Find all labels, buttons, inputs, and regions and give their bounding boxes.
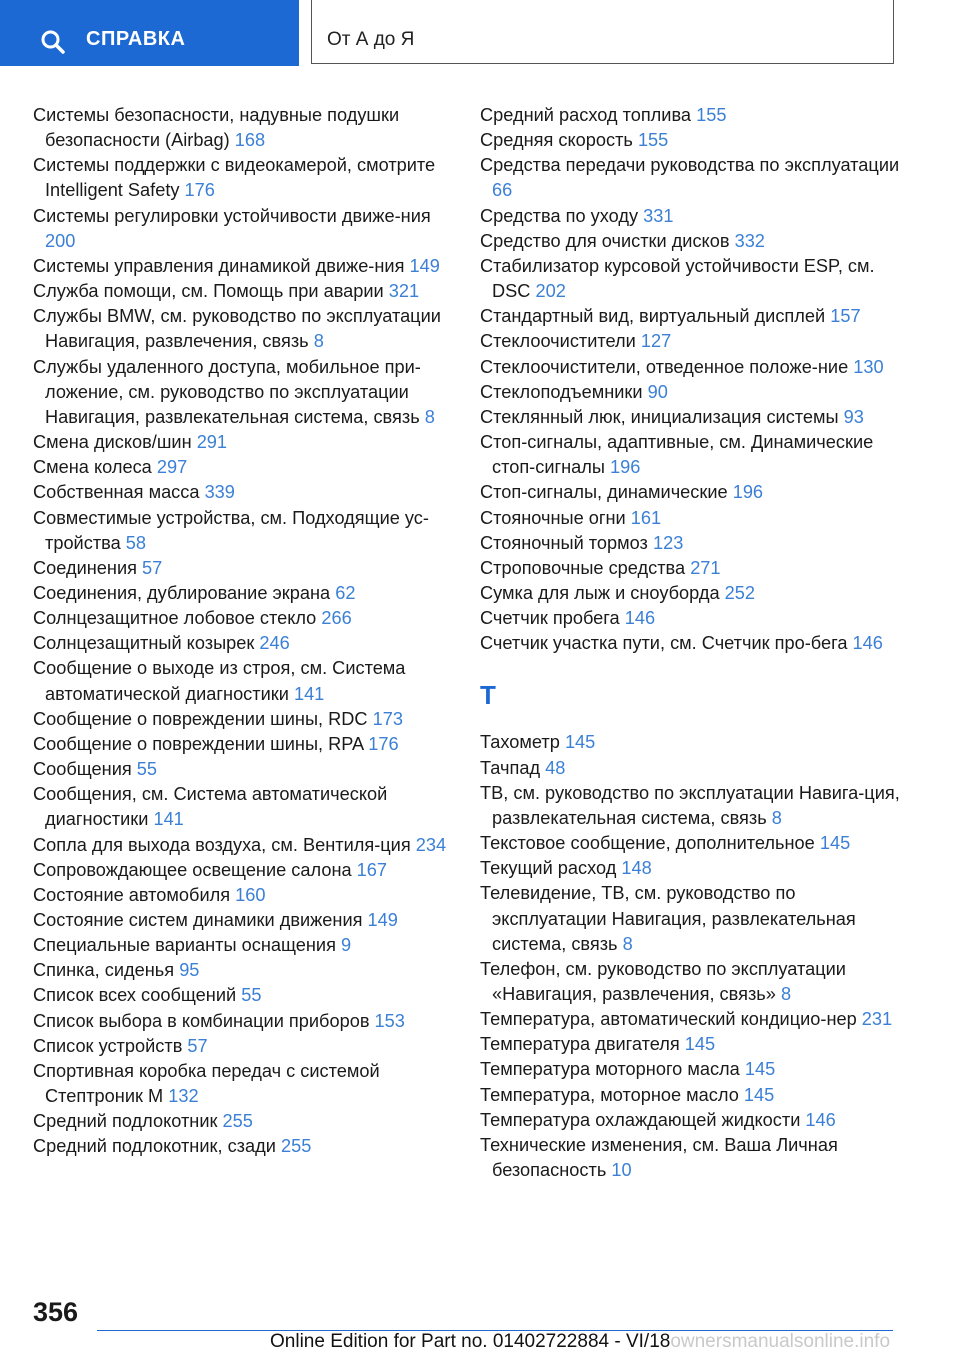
page-link[interactable]: 168 [234, 130, 266, 151]
index-entry [480, 153, 905, 203]
index-entry-text: Солнцезащитный козырек [33, 633, 255, 654]
index-group-t [480, 730, 905, 1183]
page-link[interactable]: 297 [156, 457, 188, 478]
page-link[interactable]: 146 [624, 608, 656, 629]
index-entry [480, 881, 905, 956]
page-link[interactable]: 255 [222, 1111, 253, 1132]
index-entry [33, 254, 453, 279]
index-entry-text: Состояние автомобиля [33, 884, 231, 905]
index-entry-text: Соединения, дублирование экрана [33, 582, 331, 603]
index-group-s-continued [480, 103, 905, 656]
index-entry-text: Тачпад [480, 757, 541, 778]
index-entry-text: Средний подлокотник [33, 1111, 218, 1132]
page-link[interactable]: 160 [235, 884, 266, 905]
index-entry [480, 1083, 905, 1108]
page-link[interactable]: 266 [321, 608, 352, 629]
index-entry-text: Температура, моторное масло [480, 1084, 739, 1105]
index-entry [480, 606, 905, 631]
page-link[interactable]: 291 [196, 432, 228, 453]
index-entry-text: Сопла для выхода воздуха, см. Вентиля-ция [33, 834, 411, 855]
index-entry [480, 480, 905, 505]
page-link[interactable]: 90 [647, 381, 668, 402]
index-entry [33, 606, 453, 631]
page-link[interactable]: 95 [179, 960, 200, 981]
index-entry [33, 506, 453, 556]
footer-text [270, 1331, 960, 1353]
index-entry-text: Спинка, сиденья [33, 960, 175, 981]
page-link[interactable]: 149 [409, 255, 440, 276]
index-column-right [480, 103, 905, 1183]
index-entry [480, 781, 905, 831]
index-entry [480, 506, 905, 531]
index-entry-text: Системы управления динамикой движе-ния [33, 255, 405, 276]
index-entry [33, 279, 453, 304]
index-entry [480, 856, 905, 881]
index-entry-text: Стояночные огни [480, 507, 626, 528]
page-link[interactable]: 8 [771, 807, 782, 828]
index-entry-text: Температура моторного масла [480, 1059, 740, 1080]
page-link[interactable]: 155 [637, 130, 669, 151]
index-entry-text: Сумка для лыж и сноуборда [480, 582, 720, 603]
page-link[interactable]: 48 [545, 757, 566, 778]
index-entry-text: Солнцезащитное лобовое стекло [33, 608, 317, 629]
index-entry [33, 480, 453, 505]
page-link[interactable]: 255 [280, 1136, 312, 1157]
page-link[interactable]: 93 [843, 406, 864, 427]
search-icon [40, 29, 66, 55]
index-entry-text: Стандартный вид, виртуальный дисплей [480, 306, 826, 327]
page-link[interactable]: 146 [805, 1109, 836, 1130]
index-entry [480, 304, 905, 329]
index-entry [480, 730, 905, 755]
page-link[interactable]: 148 [621, 858, 652, 879]
index-entry-text: Телевидение, ТВ, см. руководство по эксплуатации Навигация, развлекательная система, связь [480, 883, 856, 954]
index-entry-text: Собственная масса [33, 482, 200, 503]
site-watermark: ownersmanualsonline.info [670, 1331, 891, 1352]
page-link[interactable]: 145 [564, 732, 596, 753]
index-entry [33, 757, 453, 782]
index-entry [480, 254, 905, 304]
page-link[interactable]: 132 [168, 1086, 199, 1107]
page-link[interactable]: 145 [684, 1034, 716, 1055]
index-entry [33, 1109, 453, 1134]
index-entry [480, 329, 905, 354]
page-link[interactable]: 202 [535, 281, 566, 302]
index-entry [33, 858, 453, 883]
index-entry [33, 732, 453, 757]
index-entry-text: Сообщение о повреждении шины, RPA [33, 733, 364, 754]
index-entry [480, 1007, 905, 1032]
page-link[interactable]: 145 [743, 1084, 775, 1105]
index-entry [480, 430, 905, 480]
index-entry [33, 707, 453, 732]
index-entry-text: Телефон, см. руководство по эксплуатации «Навигация, развлечения, связь» [480, 958, 846, 1004]
page-link[interactable]: 127 [640, 331, 672, 352]
index-entry-text: Стеклоподъемники [480, 381, 643, 402]
index-entry-text: Список устройств [33, 1035, 183, 1056]
index-entry [33, 430, 453, 455]
page-link[interactable]: 339 [204, 482, 235, 503]
index-entry [33, 153, 453, 203]
index-entry [480, 756, 905, 781]
index-entry [480, 204, 905, 229]
index-entry [480, 103, 905, 128]
index-entry-text: Технические изменения, см. Ваша Личная безопасность [480, 1134, 838, 1181]
page-link[interactable]: 145 [744, 1059, 776, 1080]
page-link[interactable]: 200 [45, 230, 76, 251]
page-link[interactable]: 252 [724, 582, 756, 603]
index-entry-text: Системы регулировки устойчивости движе-ния [33, 205, 431, 226]
index-entry [33, 103, 453, 153]
index-entry [33, 355, 453, 430]
index-entry-text: Текстовое сообщение, дополнительное [480, 833, 815, 854]
page-link[interactable]: 57 [187, 1035, 208, 1056]
page-link[interactable]: 8 [622, 933, 633, 954]
index-entry-text: Тахометр [480, 732, 560, 753]
page-link[interactable]: 176 [368, 733, 399, 754]
index-entry-text: Температура двигателя [480, 1034, 680, 1055]
index-entry-text: Сообщение о выходе из строя, см. Система автоматической диагностики [33, 658, 406, 704]
page-link[interactable]: 58 [125, 532, 147, 553]
page-link[interactable]: 8 [780, 984, 792, 1004]
index-entry-text: Стеклоочистители [480, 331, 636, 352]
index-entry [33, 631, 453, 656]
index-entry [480, 581, 905, 606]
header [0, 0, 960, 66]
index-entry-text: Сопровождающее освещение салона [33, 859, 352, 880]
page-link[interactable]: 8 [424, 406, 435, 427]
index-entry [480, 128, 905, 153]
index-entry [33, 983, 453, 1008]
help-tab[interactable] [0, 0, 299, 66]
index-entry-text: Стеклянный люк, инициализация системы [480, 406, 839, 427]
page-link[interactable]: 66 [492, 180, 513, 201]
index-entry [33, 933, 453, 958]
index-entry-text: Стояночный тормоз [480, 532, 648, 553]
index-entry-text: Стоп-сигналы, адаптивные, см. Динамические стоп-сигналы [480, 432, 874, 478]
index-entry [33, 908, 453, 933]
index-entry [480, 531, 905, 556]
index-entry [480, 405, 905, 430]
page-link[interactable]: 55 [136, 759, 158, 780]
index-entry-text: Строповочные средства [480, 557, 686, 578]
index-entry [33, 556, 453, 581]
index-entry [33, 1009, 453, 1034]
page-link[interactable]: 146 [852, 633, 883, 654]
page-link[interactable]: 62 [335, 582, 356, 603]
index-entry [480, 831, 905, 856]
page-link[interactable]: 141 [293, 683, 325, 704]
index-entry-text: Сообщения [33, 759, 132, 780]
page-link[interactable]: 271 [690, 557, 721, 578]
index-entry-text: Сообщения, см. Система автоматической диагностики [33, 784, 388, 830]
page-link[interactable]: 157 [830, 306, 861, 327]
index-entry-text: Стоп-сигналы, динамические [480, 482, 728, 503]
index-entry-text: Сообщение о повреждении шины, RDC [33, 708, 368, 729]
index-entry [33, 304, 453, 354]
index-entry-text: Смена колеса [33, 457, 152, 478]
page-number: 356 [33, 1297, 79, 1327]
page-link[interactable]: 231 [861, 1009, 893, 1030]
index-entry-text: Список всех сообщений [33, 985, 237, 1006]
index-entry [33, 1134, 453, 1159]
section-letter: Т [480, 680, 496, 711]
index-entry-text: Средства передачи руководства по эксплуатации [480, 155, 900, 176]
index-entry-text: Совместимые устройства, см. Подходящие ус-тройства [33, 507, 429, 553]
page-link[interactable]: 141 [153, 809, 184, 830]
index-column-left [33, 103, 453, 1160]
index-entry [480, 355, 905, 380]
page-link[interactable]: 55 [241, 985, 262, 1006]
index-entry-text: Средняя скорость [480, 130, 633, 151]
index-entry-text: Средства по уходу [480, 205, 639, 226]
index-entry-text: Спортивная коробка передач с системой Стептроник M [33, 1060, 380, 1107]
page-link[interactable]: 149 [367, 910, 398, 930]
index-entry-text: Средний подлокотник, сзади [33, 1136, 276, 1157]
index-entry [480, 229, 905, 254]
page-link[interactable]: 9 [340, 935, 352, 956]
index-entry [33, 833, 453, 858]
index-entry [480, 556, 905, 581]
index-entry-text: ТВ, см. руководство по эксплуатации Навига-ция, развлекательная система, связь [480, 782, 900, 828]
topic-label: От А до Я [327, 29, 415, 50]
index-entry [480, 1133, 905, 1183]
index-entry [480, 631, 905, 656]
index-entry-text: Температура, автоматический кондицио-нер [480, 1009, 857, 1030]
help-label: СПРАВКА [86, 28, 186, 50]
index-entry-text: Счетчик участка пути, см. Счетчик про-бега [480, 633, 848, 654]
page-link[interactable]: 246 [259, 633, 290, 654]
page-link[interactable]: 161 [630, 507, 662, 528]
index-entry-text: Системы поддержки с видеокамерой, смотрите Intelligent Safety [33, 155, 436, 201]
index-entry [33, 455, 453, 480]
index-entry [33, 1034, 453, 1059]
index-entry [33, 782, 453, 832]
index-entry [480, 380, 905, 405]
index-entry [480, 957, 905, 1007]
page-link[interactable]: 331 [643, 205, 674, 226]
index-entry-text: Состояние систем динамики движения [33, 910, 363, 930]
page-link[interactable]: 153 [374, 1010, 405, 1031]
index-entry-text: Системы безопасности, надувные подушки безопасности (Airbag) [33, 105, 400, 151]
index-entry [33, 883, 453, 908]
index-entry [33, 204, 453, 254]
topic-box[interactable] [311, 0, 894, 64]
edition-text: Online Edition for Part no. 01402722884 - VI/18 [270, 1331, 671, 1352]
index-entry-text: Стеклоочистители, отведенное положе-ние [480, 356, 849, 377]
page-link[interactable]: 8 [313, 331, 324, 352]
index-entry [33, 958, 453, 983]
index-entry-text: Службы BMW, см. руководство по эксплуатации Навигация, развлечения, связь [33, 306, 441, 352]
page-link[interactable]: 123 [652, 532, 684, 553]
index-entry-text: Специальные варианты оснащения [33, 935, 336, 956]
index-entry [480, 1057, 905, 1082]
page-link[interactable]: 145 [819, 833, 851, 854]
index-entry-text: Смена дисков/шин [33, 432, 192, 453]
page-link[interactable]: 196 [732, 482, 764, 503]
index-entry-text: Службы удаленного доступа, мобильное при-ложение, см. руководство по эксплуатации Навигация, развлекательная система, связь [33, 356, 421, 427]
index-entry-text: Счетчик пробега [480, 608, 620, 629]
index-entry-text: Служба помощи, см. Помощь при аварии [33, 281, 384, 302]
page-link[interactable]: 173 [372, 708, 403, 729]
index-entry-text: Температура охлаждающей жидкости [480, 1109, 801, 1130]
page-link[interactable]: 167 [356, 859, 388, 880]
index-entry [33, 581, 453, 606]
index-entry-text: Стабилизатор курсовой устойчивости ESP, см. DSC [480, 255, 875, 302]
index-entry-text: Соединения [33, 557, 137, 578]
index-entry [480, 1032, 905, 1057]
index-entry [33, 656, 453, 706]
index-entry-text: Текущий расход [480, 858, 617, 879]
page-link[interactable]: 130 [853, 356, 884, 377]
page-link[interactable]: 176 [184, 180, 215, 201]
page-link[interactable]: 332 [734, 230, 765, 251]
page-link[interactable]: 196 [610, 457, 641, 478]
page-link[interactable]: 10 [611, 1160, 632, 1181]
index-entry [480, 1108, 905, 1133]
index-entry-text: Список выбора в комбинации приборов [33, 1010, 370, 1031]
index-entry-text: Средний расход топлива [480, 105, 692, 125]
page-link[interactable]: 155 [696, 105, 727, 125]
index-entry [33, 1059, 453, 1109]
page-link[interactable]: 234 [415, 834, 447, 855]
index-entry-text: Средство для очистки дисков [480, 230, 730, 251]
page-link[interactable]: 321 [388, 281, 420, 302]
page-link[interactable]: 57 [142, 557, 163, 578]
